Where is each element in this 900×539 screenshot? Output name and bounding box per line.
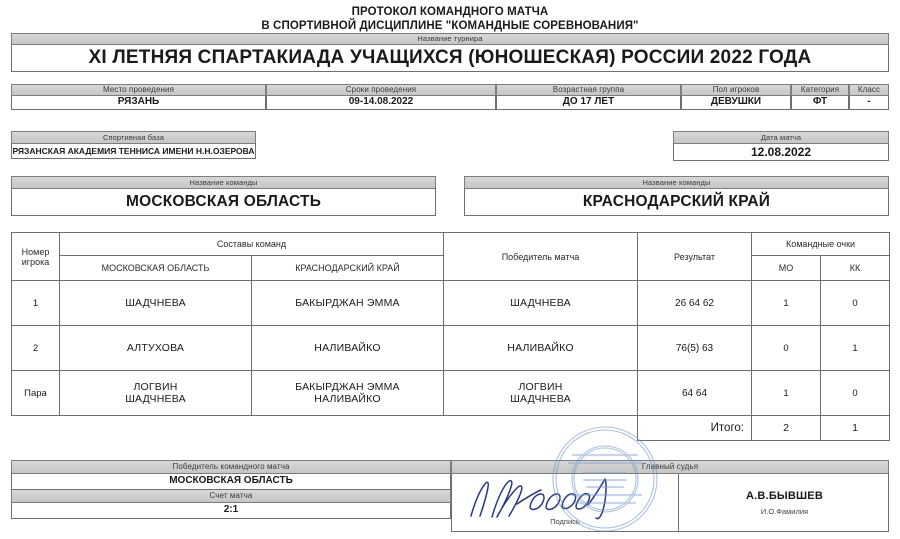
row-3-points-home: 1 (752, 371, 821, 416)
header-lineup-away: КРАСНОДАРСКИЙ КРАЙ (252, 256, 444, 281)
row-1-number: 1 (12, 281, 60, 326)
results-header-row-1 (12, 233, 890, 256)
total-label: Итого: (638, 416, 752, 441)
chief-referee-block (451, 460, 889, 532)
away-team-name: КРАСНОДАРСКИЙ КРАЙ (464, 189, 889, 216)
match-winner-label: Победитель командного матча (11, 460, 451, 474)
sports-base-block (11, 131, 256, 159)
row-3-points-away: 0 (821, 371, 890, 416)
match-score-label: Счет матча (11, 490, 451, 503)
event-header-dates: Сроки проведения (266, 84, 496, 96)
header-lineups: Составы команд (60, 233, 444, 256)
total-spacer-4 (444, 416, 638, 441)
signature-caption: Подпись (550, 517, 580, 526)
row-2-number: 2 (12, 326, 60, 371)
event-value-venue: РЯЗАНЬ (11, 96, 266, 110)
event-value-gender: ДЕВУШКИ (681, 96, 791, 110)
table-row (12, 326, 890, 371)
total-points-home: 2 (752, 416, 821, 441)
tournament-name-label: Название турнира (11, 33, 889, 45)
row-2-winner: НАЛИВАЙКО (444, 326, 638, 371)
header-player-number (12, 233, 60, 281)
header-points-home: МО (752, 256, 821, 281)
header-score: Результат (638, 233, 752, 281)
tournament-block (11, 33, 889, 72)
away-team-label: Название команды (464, 176, 889, 189)
match-outcome-block (11, 460, 451, 519)
event-header-venue: Место проведения (11, 84, 266, 96)
document-title-line-1: ПРОТОКОЛ КОМАНДНОГО МАТЧА (351, 6, 549, 18)
chief-referee-label: Главный судья (451, 460, 889, 474)
header-points-away: КК (821, 256, 890, 281)
row-1-points-away: 0 (821, 281, 890, 326)
referee-name-cell (679, 474, 890, 531)
home-team-block (11, 176, 436, 216)
row-2-score: 76(5) 63 (638, 326, 752, 371)
results-table-body (12, 281, 890, 441)
event-value-category: ФТ (791, 96, 849, 110)
row-3-winner: ЛОГВИН ШАДЧНЕВА (444, 371, 638, 416)
row-1-score: 26 64 62 (638, 281, 752, 326)
match-score-value: 2:1 (11, 503, 451, 519)
event-value-dates: 09-14.08.2022 (266, 96, 496, 110)
handwritten-signature-icon (468, 476, 648, 522)
row-2-points-away: 1 (821, 326, 890, 371)
signature-cell (452, 474, 679, 531)
referee-name: А.В.БЫВШЕВ (746, 489, 823, 502)
event-value-class: - (849, 96, 889, 110)
header-team-points: Командные очки (752, 233, 890, 256)
match-winner-value: МОСКОВСКАЯ ОБЛАСТЬ (11, 474, 451, 490)
row-3-score: 64 64 (638, 371, 752, 416)
away-team-block (464, 176, 889, 216)
match-date-block (673, 131, 889, 161)
event-value-age-group: ДО 17 ЛЕТ (496, 96, 681, 110)
home-team-name: МОСКОВСКАЯ ОБЛАСТЬ (11, 189, 436, 216)
header-match-winner: Победитель матча (444, 233, 638, 281)
event-header-age-group: Возрастная группа (496, 84, 681, 96)
row-3-home-player: ЛОГВИН ШАДЧНЕВА (60, 371, 252, 416)
event-header-gender: Пол игроков (681, 84, 791, 96)
home-team-label: Название команды (11, 176, 436, 189)
match-date-value: 12.08.2022 (673, 144, 889, 161)
event-info-table (11, 84, 889, 110)
header-player-number-line1: Номер (21, 246, 50, 257)
sports-base-value: РЯЗАНСКАЯ АКАДЕМИЯ ТЕННИСА ИМЕНИ Н.Н.ОЗЕРОВА (11, 144, 256, 159)
total-points-away: 1 (821, 416, 890, 441)
total-spacer-3 (252, 416, 444, 441)
total-spacer-1 (12, 416, 60, 441)
row-2-away-player: НАЛИВАЙКО (252, 326, 444, 371)
document-title-line-2: В СПОРТИВНОЙ ДИСЦИПЛИНЕ "КОМАНДНЫЕ СОРЕВНОВАНИЯ" (261, 20, 639, 32)
event-header-class: Класс (849, 84, 889, 96)
row-3-number: Пара (12, 371, 60, 416)
row-3-away-player: БАКЫРДЖАН ЭММА НАЛИВАЙКО (252, 371, 444, 416)
referee-name-caption: И.О.Фамилия (760, 506, 809, 516)
results-table-head (12, 233, 890, 281)
row-1-away-player: БАКЫРДЖАН ЭММА (252, 281, 444, 326)
table-row (12, 281, 890, 326)
row-1-home-player: ШАДЧНЕВА (60, 281, 252, 326)
row-1-points-home: 1 (752, 281, 821, 326)
header-lineup-home: МОСКОВСКАЯ ОБЛАСТЬ (60, 256, 252, 281)
header-player-number-line2: игрока (21, 256, 50, 267)
total-spacer-2 (60, 416, 252, 441)
match-results-table (11, 232, 890, 441)
match-date-label: Дата матча (673, 131, 889, 144)
results-total-row (12, 416, 890, 441)
row-2-points-home: 0 (752, 326, 821, 371)
sports-base-label: Спортивная база (11, 131, 256, 144)
event-header-category: Категория (791, 84, 849, 96)
tournament-name-value: XI ЛЕТНЯЯ СПАРТАКИАДА УЧАЩИХСЯ (ЮНОШЕСКАЯ) РОССИИ 2022 ГОДА (11, 45, 889, 72)
chief-referee-body (451, 474, 889, 532)
table-row (12, 371, 890, 416)
row-1-winner: ШАДЧНЕВА (444, 281, 638, 326)
row-2-home-player: АЛТУХОВА (60, 326, 252, 371)
